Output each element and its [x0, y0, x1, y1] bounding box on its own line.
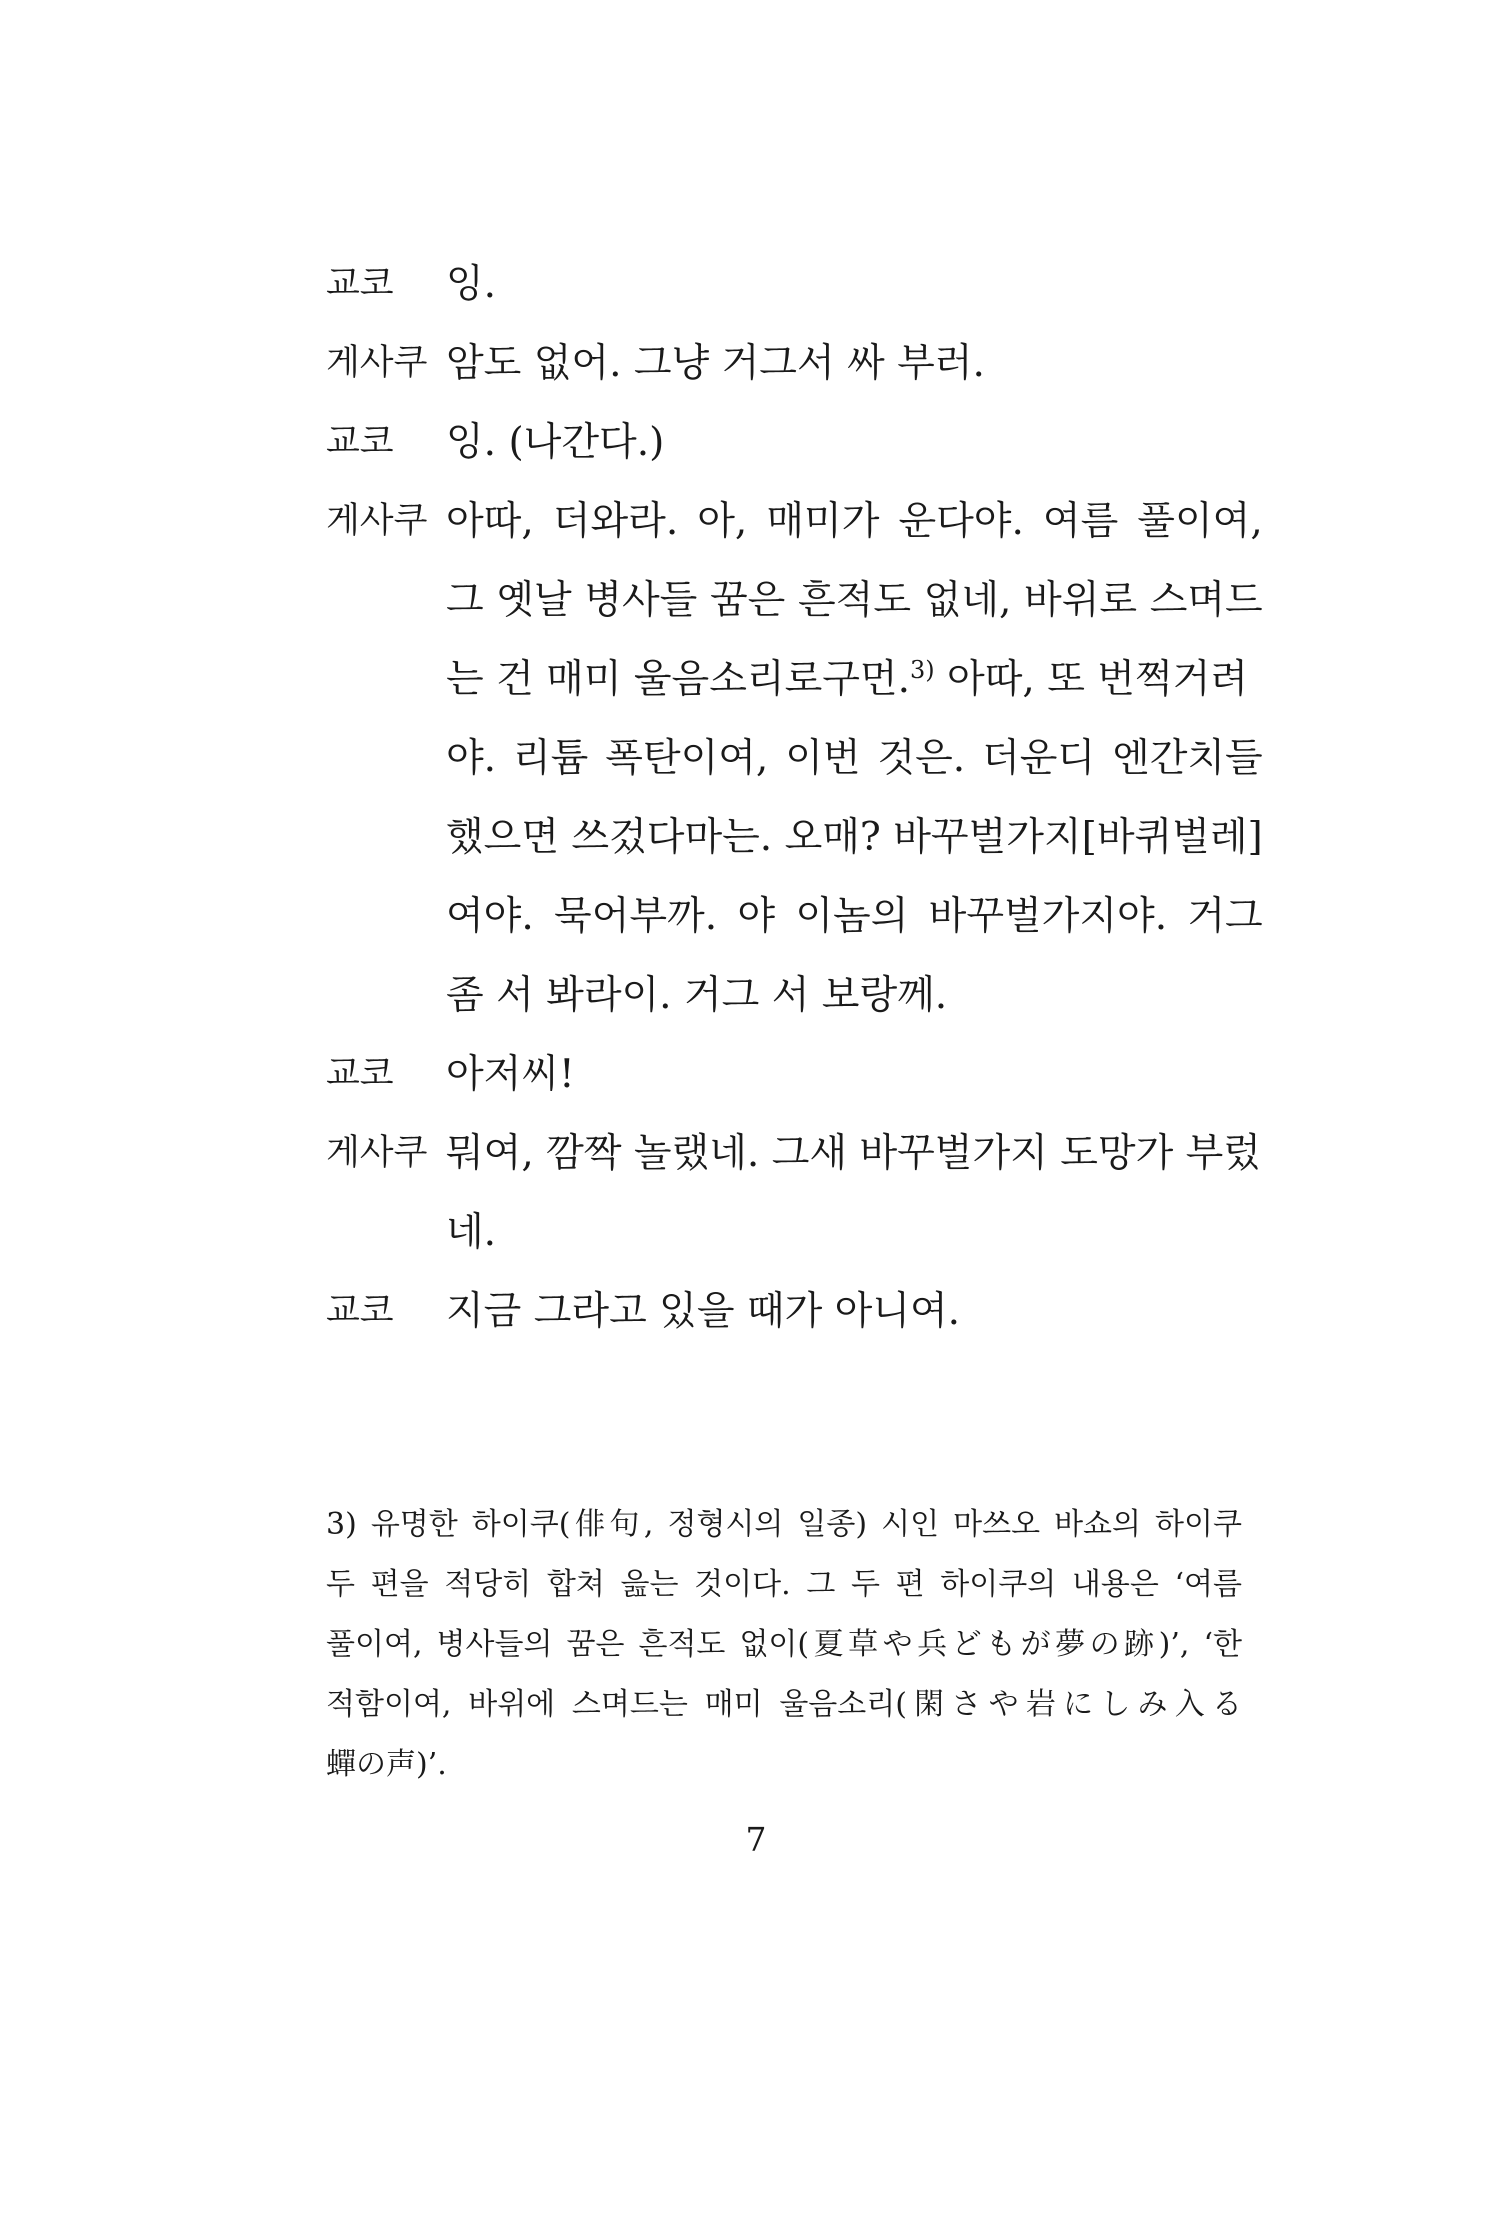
dialogue — [446, 324, 1246, 403]
dialogue — [446, 1114, 1261, 1272]
script-line — [326, 1114, 1261, 1272]
speaker-name: 교코 — [326, 1291, 394, 1331]
dialogue-text: 좀 서 봐라이. 거그 서 보랑께. — [446, 973, 948, 1018]
dialogue-text: 지금 그라고 있을 때가 아니여. — [446, 1289, 961, 1334]
speaker-name: 게사쿠 — [326, 343, 428, 383]
script-line — [326, 1035, 1246, 1114]
script-line — [326, 245, 1246, 324]
dialogue-text: 야. 리튬 폭탄이여, 이번 것은. 더운디 엔간치들 — [446, 736, 1263, 781]
script-line — [326, 482, 1263, 1035]
dialogue-text: 잉. (나간다.) — [446, 420, 665, 465]
page-number: 7 — [745, 1820, 767, 1859]
script-line — [326, 1272, 1246, 1351]
footnote-line: 蟬の声)’. — [326, 1747, 447, 1782]
dialogue-text: 아저씨! — [446, 1052, 575, 1097]
speaker-name: 교코 — [326, 264, 394, 304]
footnote-line: 3) 유명한 하이쿠(俳句, 정형시의 일종) 시인 마쓰오 바쇼의 하이쿠 — [326, 1507, 1242, 1542]
footnote-reference[interactable]: 3) — [910, 656, 935, 684]
script-line — [326, 403, 1246, 482]
play-script — [326, 245, 1263, 1351]
dialogue-text: 아따, 더와라. 아, 매미가 운다야. 여름 풀이여, — [446, 499, 1263, 544]
dialogue-text: 암도 없어. 그냥 거그서 싸 부러. — [446, 341, 985, 386]
speaker-name: 교코 — [326, 1054, 394, 1094]
dialogue-text: 잉. — [446, 262, 497, 307]
dialogue-text-with-footnote-ref — [446, 640, 1263, 719]
dialogue-text: 는 건 매미 울음소리로구먼. — [446, 657, 911, 702]
dialogue-text: 여야. 묵어부까. 야 이놈의 바꾸벌가지야. 거그 — [446, 894, 1263, 939]
dialogue-text: 했으면 쓰겄다마는. 오매? 바꾸벌가지[바퀴벌레] — [446, 815, 1263, 860]
dialogue — [446, 403, 1246, 482]
speaker-name: 게사쿠 — [326, 1133, 428, 1173]
dialogue — [446, 482, 1263, 1035]
script-line — [326, 324, 1246, 403]
footnote — [326, 1495, 1242, 1795]
dialogue-text: 뭐여, 깜짝 놀랬네. 그새 바꾸벌가지 도망가 부렀 — [446, 1131, 1261, 1176]
dialogue-text: 아따, 또 번쩍거려 — [934, 657, 1248, 702]
speaker-name: 게사쿠 — [326, 501, 428, 541]
dialogue — [446, 1035, 1246, 1114]
footnote-line: 적함이여, 바위에 스며드는 매미 울음소리(閑さや岩にしみ入る — [326, 1687, 1242, 1722]
dialogue-text: 그 옛날 병사들 꿈은 흔적도 없네, 바위로 스며드 — [446, 578, 1263, 623]
dialogue — [446, 1272, 1246, 1351]
dialogue — [446, 245, 1246, 324]
footnote-line: 풀이여, 병사들의 꿈은 흔적도 없이(夏草や兵どもが夢の跡)’, ‘한 — [326, 1627, 1242, 1662]
speaker-name: 교코 — [326, 422, 394, 462]
footnote-line: 두 편을 적당히 합쳐 읊는 것이다. 그 두 편 하이쿠의 내용은 ‘여름 — [326, 1567, 1242, 1602]
dialogue-text: 네. — [446, 1210, 497, 1255]
